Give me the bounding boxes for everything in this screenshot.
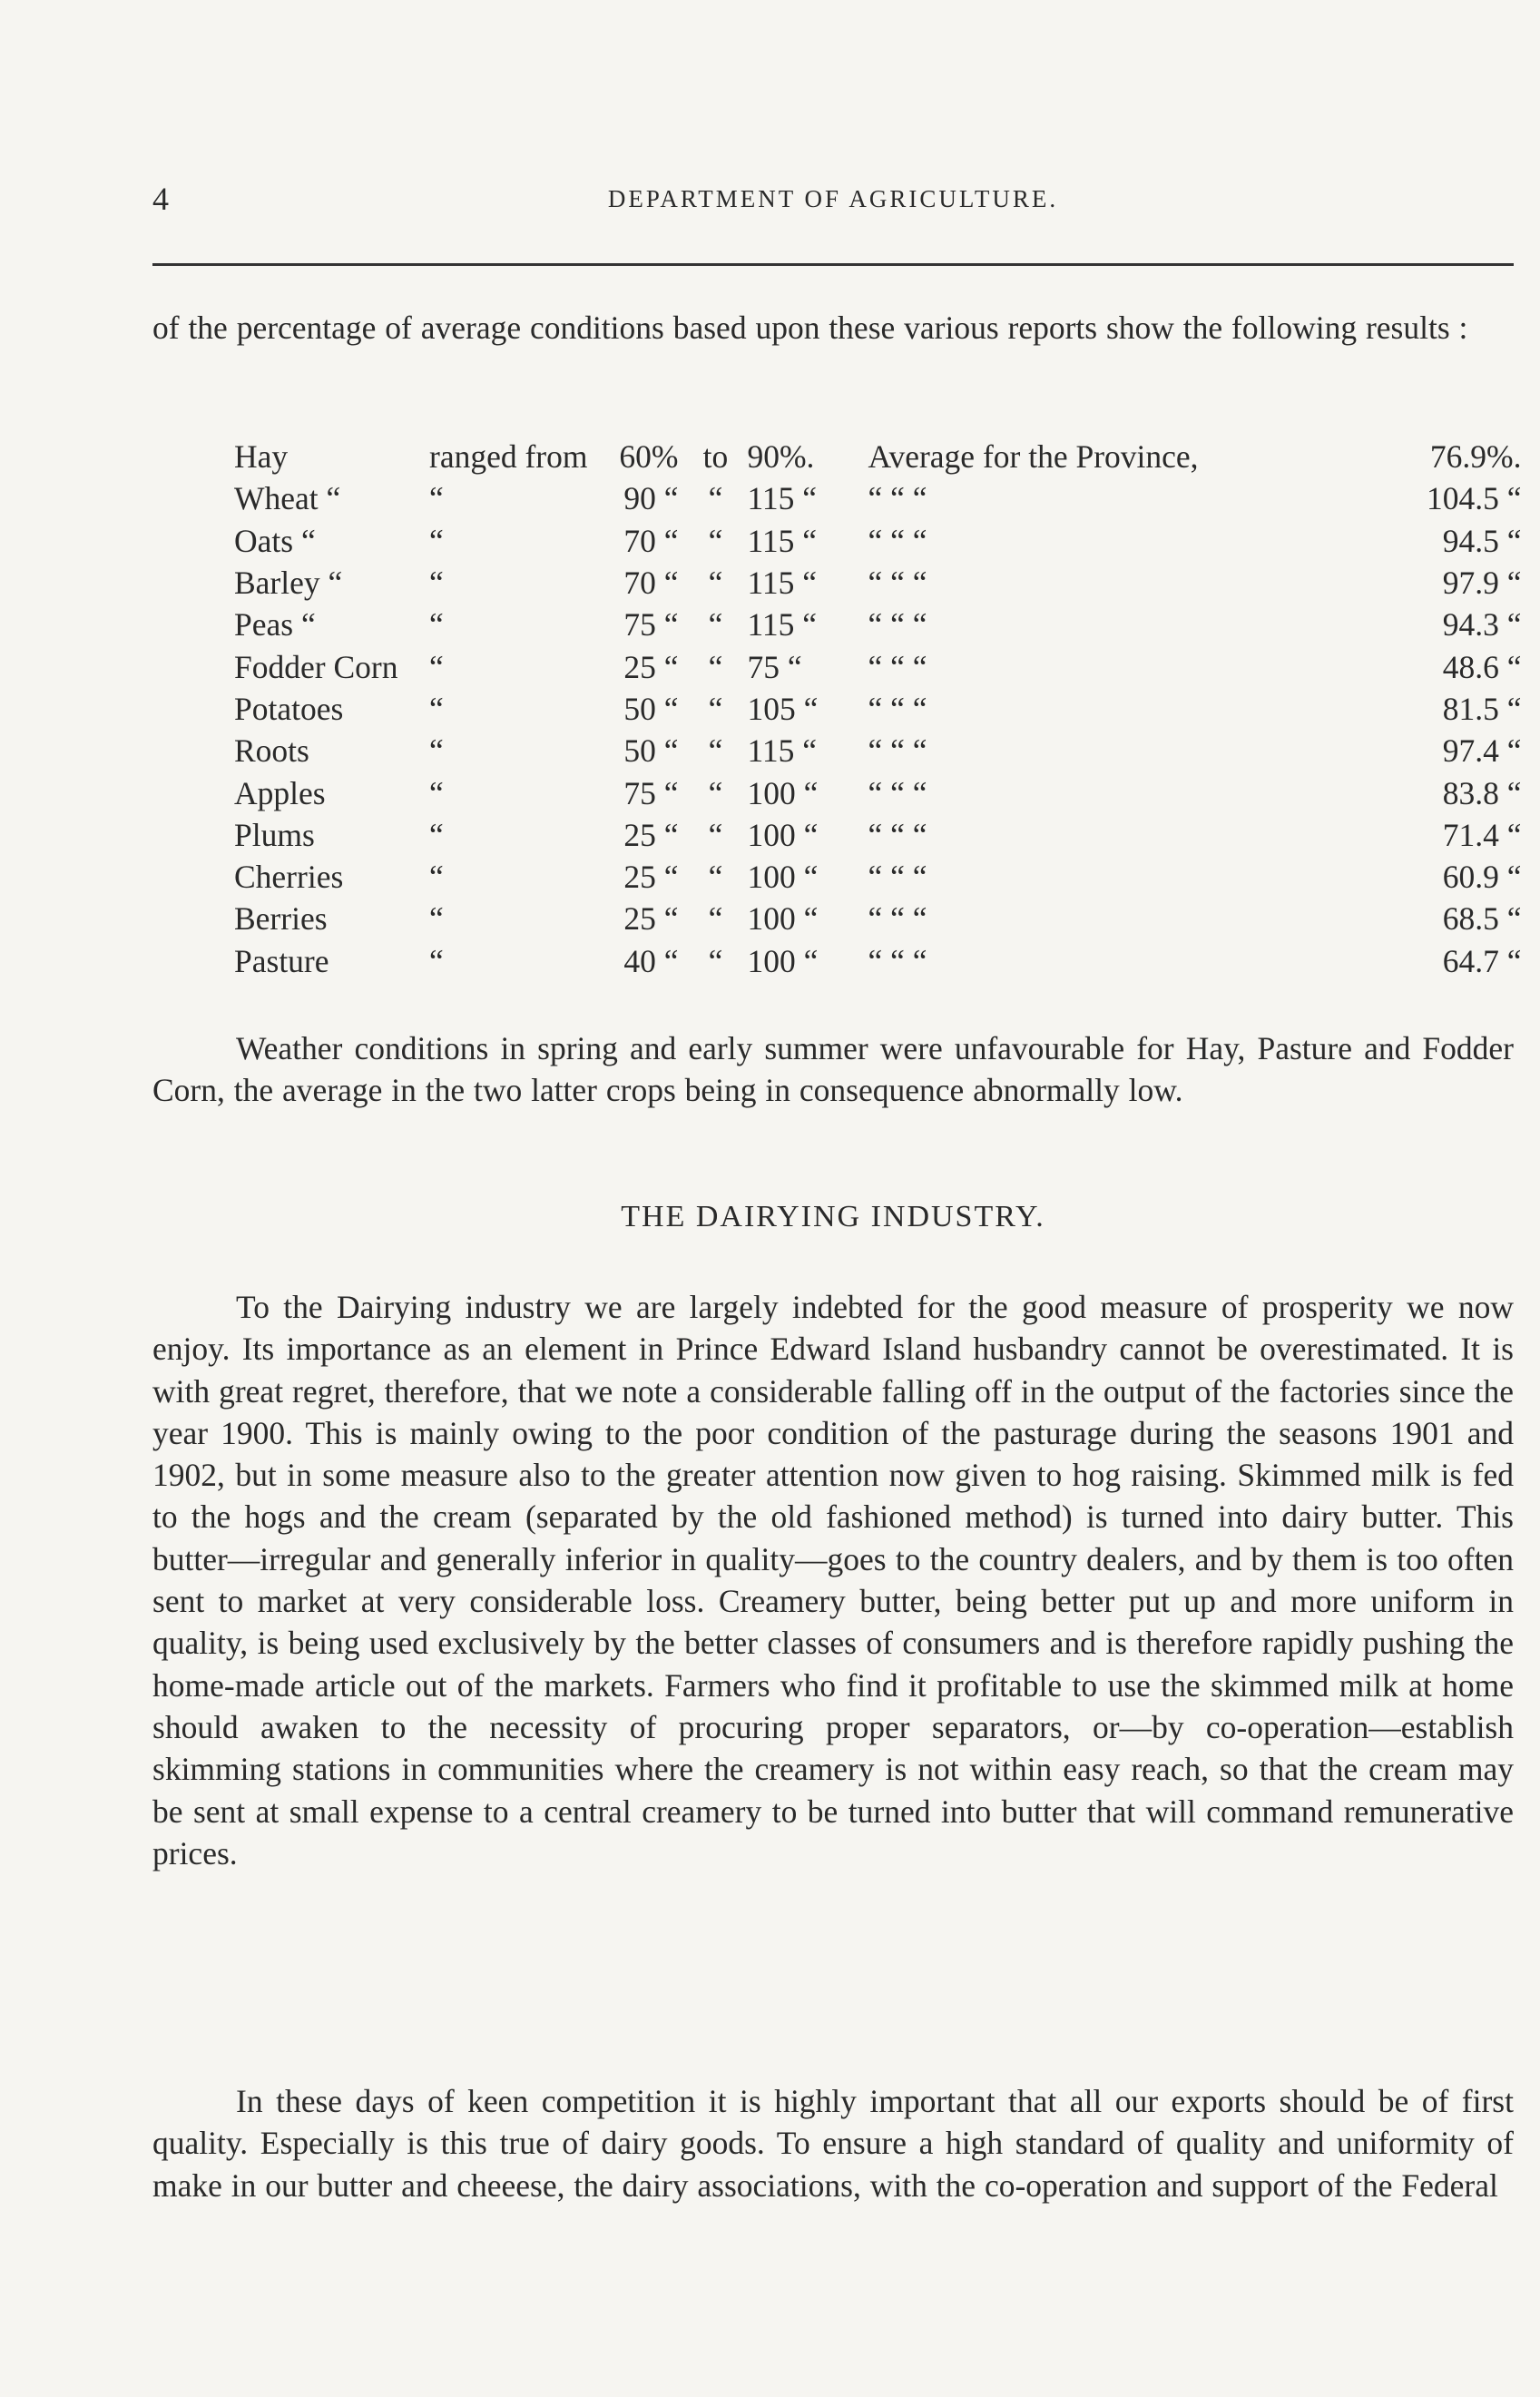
ranged-cell: “ [429, 606, 444, 643]
crop-condition-table [234, 436, 1521, 982]
ranged-cell: “ [429, 565, 444, 602]
ranged-cell: “ [429, 900, 444, 938]
lower-bound-cell: 25 “ [623, 900, 679, 938]
crop-name-cell: Roots [234, 732, 309, 770]
ranged-cell: “ [429, 774, 444, 811]
ranged-cell: “ [429, 690, 444, 727]
upper-bound-cell: 75 “ [747, 648, 802, 685]
to-cell: “ [708, 565, 723, 602]
to-cell: “ [708, 480, 723, 517]
to-cell: “ [708, 816, 723, 853]
upper-bound-cell: 115 “ [747, 480, 818, 517]
ranged-cell: ranged from [429, 438, 588, 476]
section-heading: THE DAIRYING INDUSTRY. [621, 1200, 1045, 1233]
upper-bound-cell: 100 “ [747, 816, 819, 853]
average-label-cell: “ “ “ [868, 690, 927, 727]
province-average-cell: 71.4 “ [1442, 816, 1522, 853]
crop-row [234, 604, 1521, 645]
lower-bound-cell: 60% [619, 438, 679, 476]
crop-row [234, 814, 1521, 856]
crop-name-cell: Apples [234, 774, 326, 811]
upper-bound-cell: 100 “ [747, 774, 819, 811]
crop-name-cell: Plums [234, 816, 315, 853]
crop-row [234, 520, 1521, 562]
crop-name-cell: Berries [234, 900, 328, 938]
crop-row [234, 477, 1521, 519]
ranged-cell: “ [429, 732, 444, 770]
upper-bound-cell: 115 “ [747, 565, 818, 602]
average-label-cell: “ “ “ [868, 606, 927, 643]
to-cell: “ [708, 774, 723, 811]
province-average-cell: 68.5 “ [1442, 900, 1522, 938]
crop-row [234, 940, 1521, 982]
to-cell: “ [708, 606, 723, 643]
average-label-cell: “ “ “ [868, 900, 927, 938]
upper-bound-cell: 115 “ [747, 732, 818, 770]
average-label-cell: “ “ “ [868, 522, 927, 559]
province-average-cell: 64.7 “ [1442, 942, 1522, 979]
lower-bound-cell: 25 “ [623, 816, 679, 853]
ranged-cell: “ [429, 859, 444, 896]
province-average-cell: 83.8 “ [1442, 774, 1522, 811]
weather-paragraph: Weather conditions in spring and early summer were unfavourable for Hay, Pasture and Fodder Corn, the average in the two latter crops being in consequence abnormally low. [152, 1030, 1514, 1109]
upper-bound-cell: 100 “ [747, 900, 819, 938]
lower-bound-cell: 70 “ [623, 565, 679, 602]
ranged-cell: “ [429, 816, 444, 853]
average-label-cell: “ “ “ [868, 732, 927, 770]
intro-paragraph: of the percentage of average conditions based upon these various reports show the following results : [152, 309, 1468, 346]
upper-bound-cell: 100 “ [747, 859, 819, 896]
crop-row [234, 436, 1521, 477]
average-label-cell: “ “ “ [868, 816, 927, 853]
average-label-cell: “ “ “ [868, 942, 927, 979]
lower-bound-cell: 75 “ [623, 606, 679, 643]
to-cell: to [702, 438, 729, 476]
lower-bound-cell: 25 “ [623, 648, 679, 685]
crop-name-cell: Potatoes [234, 690, 344, 727]
average-label-cell: “ “ “ [868, 648, 927, 685]
lower-bound-cell: 50 “ [623, 732, 679, 770]
upper-bound-cell: 90%. [747, 438, 815, 476]
to-cell: “ [708, 690, 723, 727]
average-label-cell: “ “ “ [868, 480, 927, 517]
crop-table-body [234, 436, 1521, 982]
crop-row [234, 645, 1521, 687]
province-average-cell: 97.9 “ [1442, 565, 1522, 602]
crop-name-cell: Cherries [234, 859, 344, 896]
page-number: 4 [152, 181, 169, 217]
crop-row [234, 688, 1521, 730]
crop-name-cell: Fodder Corn [234, 648, 398, 685]
dairy-paragraph-2: In these days of keen competition it is highly important that all our exports should be of first quality. Especially is this true of dairy goods. To ensure a high standard of quality and uniformity of make in our butter and cheeese, the dairy associations, with the co-operation and support of the Federal [152, 2083, 1514, 2204]
province-average-cell: 97.4 “ [1442, 732, 1522, 770]
average-label-cell: Average for the Province, [868, 438, 1199, 476]
to-cell: “ [708, 732, 723, 770]
crop-row [234, 856, 1521, 898]
crop-name-cell: Wheat “ [234, 480, 341, 517]
province-average-cell: 81.5 “ [1442, 690, 1522, 727]
to-cell: “ [708, 522, 723, 559]
province-average-cell: 94.5 “ [1442, 522, 1522, 559]
upper-bound-cell: 100 “ [747, 942, 819, 979]
crop-name-cell: Barley “ [234, 565, 343, 602]
ranged-cell: “ [429, 942, 444, 979]
upper-bound-cell: 115 “ [747, 606, 818, 643]
crop-name-cell: Hay [234, 438, 289, 476]
to-cell: “ [708, 859, 723, 896]
lower-bound-cell: 25 “ [623, 859, 679, 896]
province-average-cell: 76.9%. [1429, 438, 1522, 476]
crop-row [234, 730, 1521, 771]
to-cell: “ [708, 942, 723, 979]
upper-bound-cell: 115 “ [747, 522, 818, 559]
crop-row [234, 771, 1521, 813]
average-label-cell: “ “ “ [868, 774, 927, 811]
ranged-cell: “ [429, 522, 444, 559]
to-cell: “ [708, 900, 723, 938]
lower-bound-cell: 40 “ [623, 942, 679, 979]
province-average-cell: 94.3 “ [1442, 606, 1522, 643]
lower-bound-cell: 70 “ [623, 522, 679, 559]
lower-bound-cell: 50 “ [623, 690, 679, 727]
crop-row [234, 562, 1521, 604]
lower-bound-cell: 90 “ [623, 480, 679, 517]
lower-bound-cell: 75 “ [623, 774, 679, 811]
ranged-cell: “ [429, 480, 444, 517]
crop-name-cell: Peas “ [234, 606, 316, 643]
crop-name-cell: Oats “ [234, 522, 316, 559]
province-average-cell: 48.6 “ [1442, 648, 1522, 685]
crop-name-cell: Pasture [234, 942, 329, 979]
upper-bound-cell: 105 “ [747, 690, 819, 727]
average-label-cell: “ “ “ [868, 859, 927, 896]
ranged-cell: “ [429, 648, 444, 685]
to-cell: “ [708, 648, 723, 685]
header-rule [152, 263, 1514, 266]
crop-row [234, 898, 1521, 939]
province-average-cell: 60.9 “ [1442, 859, 1522, 896]
average-label-cell: “ “ “ [868, 565, 927, 602]
running-title: DEPARTMENT OF AGRICULTURE. [607, 185, 1059, 212]
running-head [152, 180, 1514, 225]
dairy-paragraph-1: To the Dairying industry we are largely indebted for the good measure of prosperity we now enjoy. Its importance as an element in Prince Edward Island husbandry cannot be overestimated. It is with great regret, therefore, that we note a considerable falling off in the output of the factories since the year 1900. This is mainly owing to the poor condition of the pasturage during the seasons 1901 and 1902, but in some measure also to the greater attention now given to hog raising. Skimmed milk is fed to the hogs and the cream (separated by the old fashioned method) is turned into dairy butter. This butter—irregular and generally inferior in quality—goes to the country dealers, and by them is too often sent to market at very considerable loss. Creamery butter, being better put up and more uniform in quality, is being used exclusively by the better classes of consumers and is therefore rapidly pushing the home-made article out of the markets. Farmers who find it profitable to use the skimmed milk at home should awaken to the necessity of procuring proper separators, or—by co-operation—establish skimming stations in communities where the creamery is not within easy reach, so that the cream may be sent at small expense to a central creamery to be turned into butter that will command remunerative prices. [152, 1289, 1514, 1871]
province-average-cell: 104.5 “ [1426, 480, 1522, 517]
